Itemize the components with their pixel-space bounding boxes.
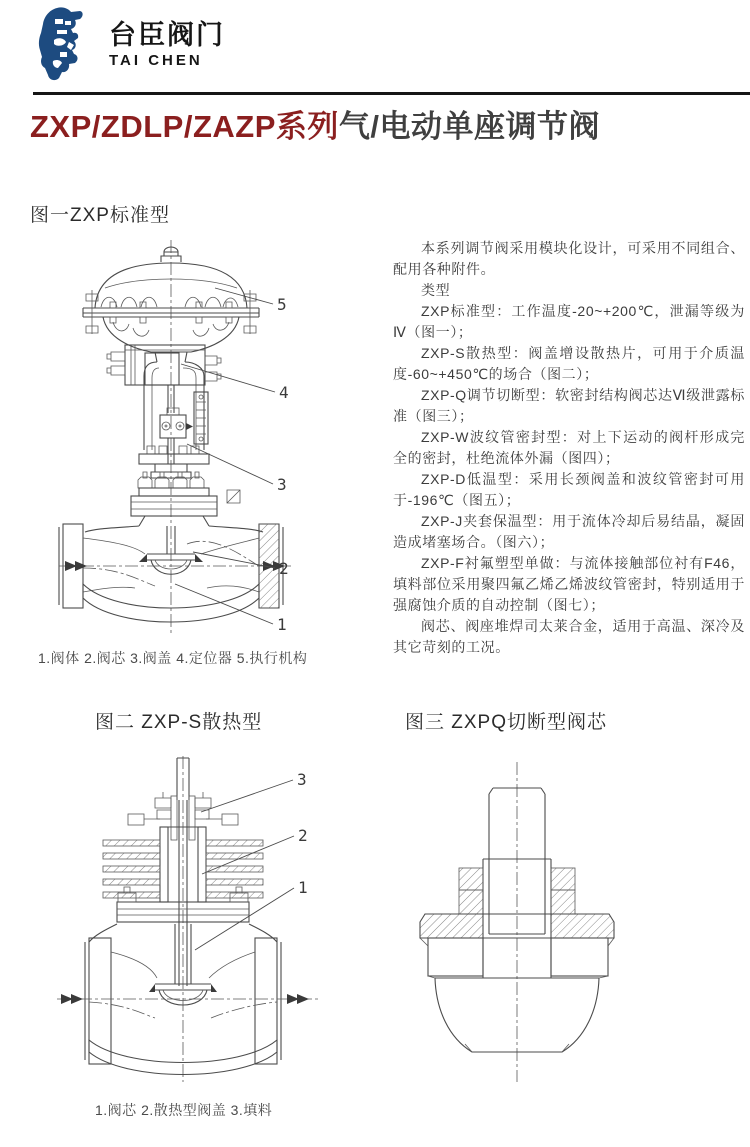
fig1-callout-1: 1 — [277, 615, 287, 634]
fig2-callout-2: 2 — [298, 826, 308, 845]
description-paragraph: 类型 — [421, 282, 451, 298]
figure1-caption: 1.阀体 2.阀芯 3.阀盖 4.定位器 5.执行机构 — [38, 650, 308, 666]
description-paragraph: ZXP-S散热型：阀盖增设散热片，可用于介质温度-60~+450℃的场合（图二）； — [393, 345, 745, 382]
logo-name-en: TAI CHEN — [109, 51, 203, 69]
description-paragraph: ZXP-D低温型：采用长颈阀盖和波纹管密封可用于-196℃（图五）； — [393, 471, 745, 508]
figure2-heading: 图二 ZXP-S散热型 — [95, 712, 263, 733]
description-paragraph: 本系列调节阀采用模块化设计，可采用不同组合、配用各种附件。 — [393, 240, 745, 277]
fig1-callout-2: 2 — [279, 559, 289, 578]
description-paragraph: 阀芯、阀座堆焊司太莱合金，适用于高温、深冷及其它苛刻的工况。 — [393, 618, 745, 655]
figure2-finned-valve-diagram — [55, 752, 325, 1097]
description-paragraph: ZXP-W波纹管密封型：对上下运动的阀杆形成完全的密封，杜绝流体外漏（图四）； — [393, 429, 745, 466]
page-title — [30, 101, 600, 146]
fig2-callout-1: 1 — [298, 878, 308, 897]
header-divider — [33, 92, 750, 95]
description-paragraph: ZXP-F衬氟塑型单做：与流体接触部位衬有F46，填料部位采用聚四氟乙烯乙烯波纹管密封，特别适用于强腐蚀介质的自动控制（图七）； — [393, 555, 745, 613]
figure3-heading: 图三 ZXPQ切断型阀芯 — [405, 712, 608, 733]
fig1-callout-3: 3 — [277, 475, 287, 494]
figure1-heading: 图一ZXP标准型 — [30, 205, 170, 226]
fig2-callout-3: 3 — [297, 770, 307, 789]
title-product: 气/电动单座调节阀 — [338, 109, 601, 144]
fig1-callout-5: 5 — [277, 295, 287, 314]
logo-name-cn: 台臣阀门 — [109, 19, 225, 50]
description-paragraph: ZXP-J夹套保温型：用于流体冷却后易结晶，凝固造成堵塞场合。（图六）； — [393, 513, 745, 550]
fig1-callout-4: 4 — [279, 383, 289, 402]
logo-text — [109, 20, 225, 69]
figure2-caption: 1.阀芯 2.散热型阀盖 3.填料 — [95, 1102, 273, 1118]
figure3-plug-section-diagram — [405, 756, 665, 1091]
taichen-logo-icon — [35, 6, 97, 82]
title-series: ZXP/ZDLP/ZAZP系列 — [30, 109, 339, 144]
figure1-valve-assembly-diagram — [55, 236, 395, 651]
description-paragraph: ZXP-Q调节切断型：软密封结构阀芯达Ⅵ级泄露标准（图三）； — [393, 387, 745, 424]
description-paragraph: ZXP标准型：工作温度-20~+200℃，泄漏等级为Ⅳ（图一）； — [393, 303, 745, 340]
brand-logo — [35, 6, 225, 82]
description-block — [393, 238, 745, 658]
